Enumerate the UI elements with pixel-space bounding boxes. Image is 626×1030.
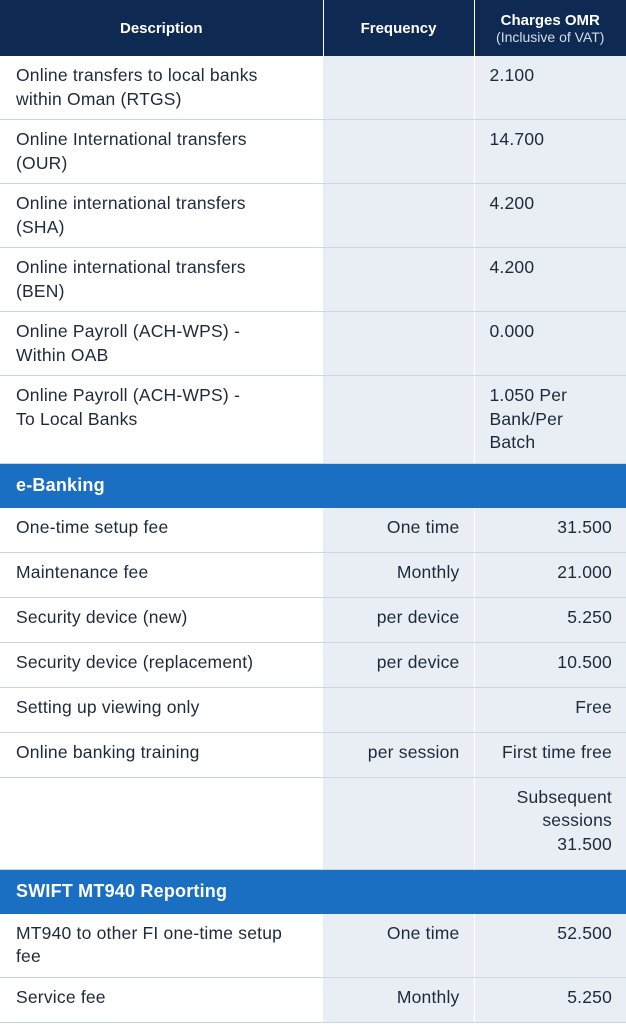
- frequency-cell: [323, 312, 474, 376]
- table-row: [0, 376, 626, 464]
- description-cell: MT940 to other FI one-time setup fee: [0, 914, 323, 978]
- table-row: [0, 777, 626, 869]
- frequency-cell: [323, 56, 474, 120]
- charge-cell: 2.100: [474, 56, 626, 120]
- table-row: [0, 56, 626, 120]
- frequency-cell: One time: [323, 914, 474, 978]
- frequency-cell: per device: [323, 597, 474, 642]
- description-cell: One-time setup fee: [0, 508, 323, 553]
- section-header-ebanking: [0, 463, 626, 508]
- description-cell: Online banking training: [0, 732, 323, 777]
- frequency-cell: [323, 184, 474, 248]
- table-row: [0, 312, 626, 376]
- frequency-cell: Monthly: [323, 552, 474, 597]
- description-cell: [0, 777, 323, 869]
- charges-column-header: [474, 0, 626, 56]
- charges-header-title: Charges OMR: [500, 11, 600, 29]
- charge-cell: 1.050 Per Bank/Per Batch: [474, 376, 626, 464]
- table-row: [0, 508, 626, 553]
- section-title: SWIFT MT940 Reporting: [0, 869, 626, 914]
- table-row: [0, 184, 626, 248]
- charge-cell: 4.200: [474, 248, 626, 312]
- frequency-column-header: Frequency: [323, 0, 474, 56]
- description-cell: Online international transfers (BEN): [0, 248, 323, 312]
- description-cell: Online international transfers (SHA): [0, 184, 323, 248]
- description-cell: Maintenance fee: [0, 552, 323, 597]
- frequency-cell: [323, 376, 474, 464]
- table-row: [0, 642, 626, 687]
- frequency-cell: One time: [323, 508, 474, 553]
- table-row: [0, 552, 626, 597]
- description-cell: Security device (new): [0, 597, 323, 642]
- charge-cell: 5.250: [474, 977, 626, 1022]
- frequency-cell: [323, 120, 474, 184]
- frequency-cell: Monthly: [323, 977, 474, 1022]
- frequency-cell: [323, 777, 474, 869]
- frequency-cell: [323, 248, 474, 312]
- description-cell: Online International transfers (OUR): [0, 120, 323, 184]
- description-cell: Online transfers to local banks within Oman (RTGS): [0, 56, 323, 120]
- description-cell: Online Payroll (ACH-WPS) - To Local Banks: [0, 376, 323, 464]
- description-cell: Security device (replacement): [0, 642, 323, 687]
- charge-cell: Free: [474, 687, 626, 732]
- charge-cell: 5.250: [474, 597, 626, 642]
- table-row: [0, 914, 626, 978]
- charge-cell: 14.700: [474, 120, 626, 184]
- table-row: [0, 687, 626, 732]
- table-header-row: [0, 0, 626, 56]
- charges-header-subtitle: (Inclusive of VAT): [496, 28, 605, 45]
- frequency-cell: [323, 687, 474, 732]
- section-title: e-Banking: [0, 463, 626, 508]
- charge-cell: Subsequent sessions 31.500: [474, 777, 626, 869]
- description-cell: Setting up viewing only: [0, 687, 323, 732]
- table-row: [0, 120, 626, 184]
- charge-cell: 52.500: [474, 914, 626, 978]
- frequency-cell: per device: [323, 642, 474, 687]
- table-row: [0, 732, 626, 777]
- description-cell: Online Payroll (ACH-WPS) - Within OAB: [0, 312, 323, 376]
- frequency-cell: per session: [323, 732, 474, 777]
- charge-cell: First time free: [474, 732, 626, 777]
- description-column-header: Description: [0, 0, 323, 56]
- table-row: [0, 597, 626, 642]
- table-row: [0, 248, 626, 312]
- charge-cell: 0.000: [474, 312, 626, 376]
- section-header-swift: [0, 869, 626, 914]
- table-row: [0, 977, 626, 1022]
- charge-cell: 31.500: [474, 508, 626, 553]
- description-cell: Service fee: [0, 977, 323, 1022]
- charge-cell: 4.200: [474, 184, 626, 248]
- charge-cell: 10.500: [474, 642, 626, 687]
- charge-cell: 21.000: [474, 552, 626, 597]
